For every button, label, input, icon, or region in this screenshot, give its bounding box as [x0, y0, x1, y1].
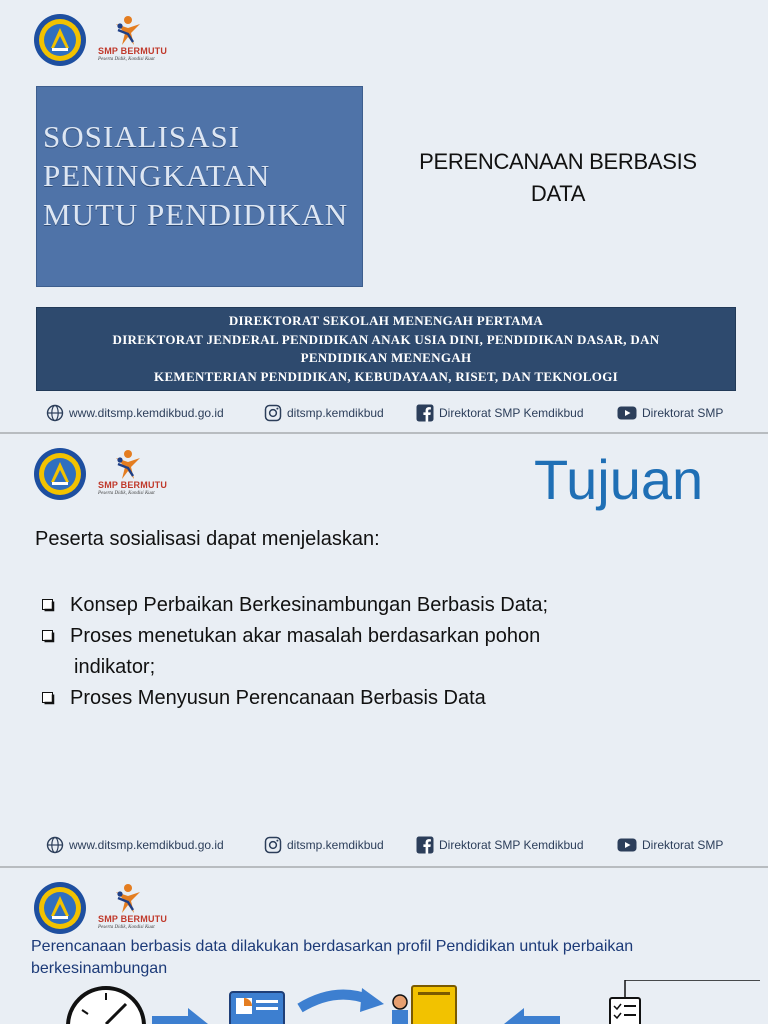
smp-bermutu-logo	[116, 16, 140, 45]
arrow-left-icon	[504, 1008, 560, 1024]
smp-bermutu-logo	[116, 884, 140, 913]
footer-instagram[interactable]	[264, 402, 384, 424]
slide-3	[0, 868, 768, 1024]
slide-3-description: Perencanaan berbasis data dilakukan berdasarkan profil Pendidikan untuk perbaikan berkesinambungan	[31, 938, 634, 977]
globe-icon	[46, 836, 64, 854]
footer	[46, 834, 746, 856]
list-item	[40, 683, 740, 714]
title-box	[36, 86, 363, 287]
list-item-text: Konsep Perbaikan Berkesinambungan Berbasis Data;	[70, 594, 549, 616]
directorate-line-4: KEMENTERIAN PENDIDIKAN, KEBUDAYAAN, RISET, DAN TEKNOLOGI	[154, 368, 618, 384]
process-diagram	[0, 980, 768, 1024]
logo-group	[34, 12, 174, 68]
footer	[46, 402, 746, 424]
checkbox-bullet-icon	[42, 692, 56, 706]
smp-bermutu-logo	[116, 450, 140, 479]
footer-instagram-text: ditsmp.kemdikbud	[287, 406, 384, 420]
footer-facebook-text: Direktorat SMP Kemdikbud	[439, 838, 584, 852]
subtitle-line-1: PERENCANAAN BERBASIS	[419, 149, 697, 174]
title-line-1: SOSIALISASI	[43, 119, 241, 154]
speedometer-icon	[68, 988, 144, 1024]
footer-facebook[interactable]	[416, 402, 584, 424]
curved-arrow-icon	[300, 988, 384, 1012]
directorate-line-2: DIREKTORAT JENDERAL PENDIDIKAN ANAK USIA DINI, PENDIDIKAN DASAR, DAN	[112, 331, 660, 347]
slide-1	[0, 0, 768, 432]
checkbox-bullet-icon	[42, 599, 56, 613]
arrow-right-icon	[152, 1008, 208, 1024]
footer-facebook-text: Direktorat SMP Kemdikbud	[439, 406, 584, 420]
footer-website-text: www.ditsmp.kemdikbud.go.id	[69, 838, 224, 852]
tut-wuri-handayani-logo	[34, 448, 86, 500]
smp-bermutu-tagline: Peserta Didik, Kondisi Kuat	[98, 491, 155, 496]
report-icon	[230, 992, 284, 1024]
footer-youtube-text: Direktorat SMP	[642, 406, 724, 420]
globe-icon	[46, 404, 64, 422]
footer-youtube-text: Direktorat SMP	[642, 838, 724, 852]
footer-instagram[interactable]	[264, 834, 384, 856]
objective-list	[40, 590, 740, 714]
footer-youtube[interactable]	[617, 402, 723, 424]
checkbox-bullet-icon	[42, 630, 56, 644]
logo-group	[34, 446, 174, 502]
footer-website[interactable]	[46, 402, 224, 424]
logo-group	[34, 880, 174, 936]
facebook-icon	[416, 404, 434, 422]
subtitle	[374, 146, 742, 210]
youtube-icon	[617, 837, 637, 853]
footer-website-text: www.ditsmp.kemdikbud.go.id	[69, 406, 224, 420]
checklist-icon	[610, 980, 760, 1024]
team-planning-icon	[392, 986, 456, 1024]
instagram-icon	[264, 836, 282, 854]
facebook-icon	[416, 836, 434, 854]
smp-bermutu-name: SMP BERMUTU	[98, 914, 168, 924]
footer-facebook[interactable]	[416, 834, 584, 856]
intro-text: Peserta sosialisasi dapat menjelaskan:	[35, 528, 380, 550]
list-item-text: Proses menetukan akar masalah berdasarkan pohon	[70, 625, 541, 647]
list-item	[40, 590, 740, 621]
smp-bermutu-name: SMP BERMUTU	[98, 46, 168, 56]
footer-instagram-text: ditsmp.kemdikbud	[287, 838, 384, 852]
instagram-icon	[264, 404, 282, 422]
slide-heading: Tujuan	[534, 448, 704, 511]
list-item-text: Proses Menyusun Perencanaan Berbasis Data	[70, 687, 486, 709]
smp-bermutu-tagline: Peserta Didik, Kondisi Kuat	[98, 57, 155, 62]
directorate-banner	[36, 307, 736, 391]
title-line-2: PENINGKATAN	[43, 158, 271, 193]
tut-wuri-handayani-logo	[34, 14, 86, 66]
footer-youtube[interactable]	[617, 834, 723, 856]
footer-website[interactable]	[46, 834, 224, 856]
title-line-3: MUTU PENDIDIKAN	[43, 197, 349, 232]
smp-bermutu-name: SMP BERMUTU	[98, 480, 168, 490]
list-item	[40, 621, 740, 683]
youtube-icon	[617, 405, 637, 421]
directorate-line-3: PENDIDIKAN MENENGAH	[300, 350, 472, 365]
slide-2	[0, 434, 768, 866]
smp-bermutu-tagline: Peserta Didik, Kondisi Kuat	[98, 925, 155, 930]
subtitle-line-2: DATA	[530, 181, 586, 206]
directorate-line-1: DIREKTORAT SEKOLAH MENENGAH PERTAMA	[228, 313, 544, 328]
tut-wuri-handayani-logo	[34, 882, 86, 934]
list-item-text-continued: indikator;	[74, 656, 156, 678]
